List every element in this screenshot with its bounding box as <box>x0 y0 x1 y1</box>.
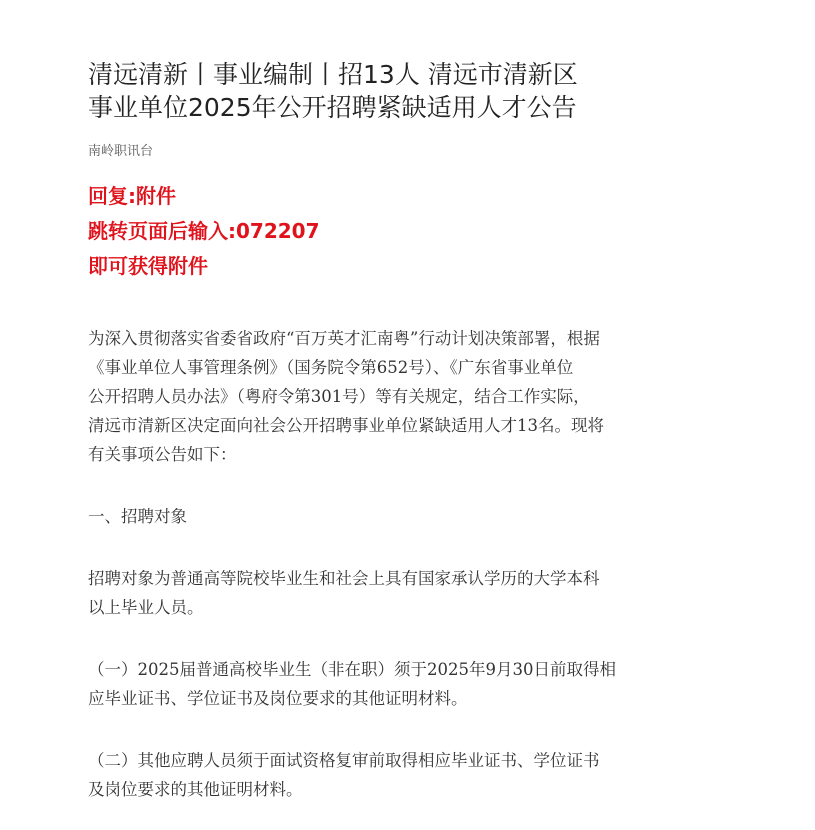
section-heading: 一、招聘对象 <box>88 507 187 526</box>
notice-line: 跳转页面后输入:072207 <box>88 219 320 243</box>
article-title-line: 清远清新丨事业编制丨招13人 清远市清新区 <box>88 60 578 89</box>
notice-line: 回复:附件 <box>88 184 176 208</box>
paragraph-line: 招聘对象为普通高等院校毕业生和社会上具有国家承认学历的大学本科 <box>88 569 600 588</box>
article-source[interactable]: 南岭职讯台 <box>88 144 154 159</box>
paragraph-line: 《事业单位人事管理条例》（国务院令第652号）、《广东省事业单位 <box>88 358 574 377</box>
paragraph-line: 清远市清新区决定面向社会公开招聘事业单位紧缺适用人才13名。现将 <box>88 416 604 435</box>
paragraph-line: 为深入贯彻落实省委省政府“百万英才汇南粤”行动计划决策部署，根据 <box>88 329 600 348</box>
paragraph-line: 应毕业证书、学位证书及岗位要求的其他证明材料。 <box>88 689 468 708</box>
paragraph-line: 有关事项公告如下： <box>88 445 237 464</box>
paragraph-intro <box>88 324 725 469</box>
notice-line: 即可获得附件 <box>88 254 208 278</box>
red-notice <box>88 179 725 284</box>
paragraph-line: （二）其他应聘人员须于面试资格复审前取得相应毕业证书、学位证书 <box>88 751 600 770</box>
paragraph-line: 及岗位要求的其他证明材料。 <box>88 780 303 799</box>
paragraph-line: 公开招聘人员办法》（粤府令第301号）等有关规定，结合工作实际， <box>88 387 590 406</box>
paragraph-line: （一）2025届普通高校毕业生（非在职）须于2025年9月30日前取得相 <box>88 660 616 679</box>
paragraph-item-1 <box>88 655 725 713</box>
article-title-line: 事业单位2025年公开招聘紧缺适用人才公告 <box>88 93 577 122</box>
paragraph-line: 以上毕业人员。 <box>88 598 204 617</box>
paragraph-item-2 <box>88 746 725 804</box>
paragraph-recruit-target <box>88 564 725 622</box>
article-title <box>88 58 725 124</box>
